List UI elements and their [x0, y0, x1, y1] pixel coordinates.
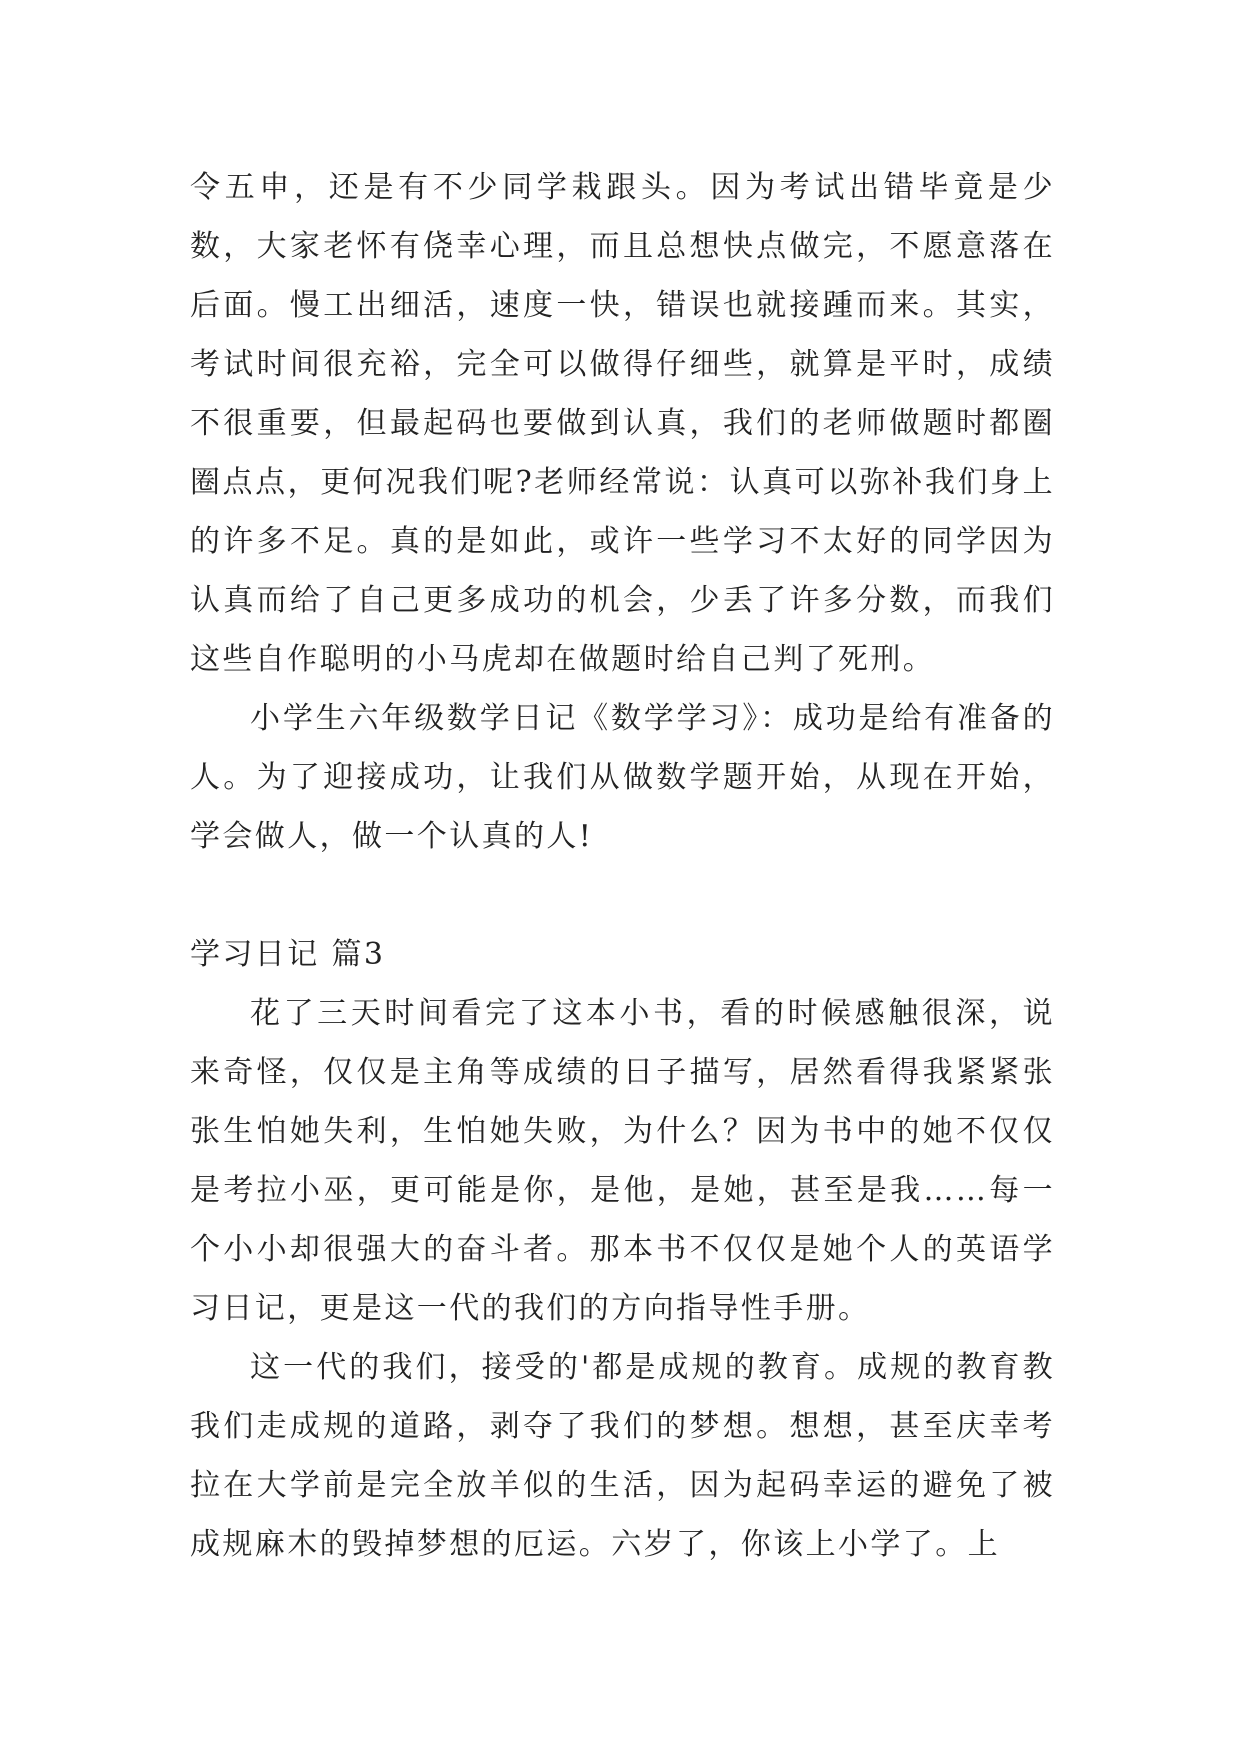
- section-title: 学习日记 篇3: [190, 937, 386, 972]
- document-page: [190, 158, 1055, 1574]
- paragraph-book-reflection: 花了三天时间看完了这本小书，看的时候感触很深，说来奇怪，仅仅是主角等成绩的日子描写，居然看得我紧紧张张生怕她失利，生怕她失败，为什么？因为书中的她不仅仅是考拉小巫，更可能是你，是他，是她，甚至是我……每一个小小却很强大的奋斗者。那本书不仅仅是她个人的英语学习日记，更是这一代的我们的方向指导性手册。: [190, 996, 1055, 1326]
- paragraph-summary: 小学生六年级数学日记《数学学习》：成功是给有准备的人。为了迎接成功，让我们从做数学题开始，从现在开始，学会做人，做一个认真的人!: [190, 701, 1055, 854]
- paragraph-continued: 令五申，还是有不少同学栽跟头。因为考试出错毕竟是少数，大家老怀有侥幸心理，而且总想快点做完，不愿意落在后面。慢工出细活，速度一快，错误也就接踵而来。其实，考试时间很充裕，完全可以做得仔细些，就算是平时，成绩不很重要，但最起码也要做到认真，我们的老师做题时都圈圈点点，更何况我们呢?老师经常说：认真可以弥补我们身上的许多不足。真的是如此，或许一些学习不太好的同学因为认真而给了自己更多成功的机会，少丢了许多分数，而我们这些自作聪明的小马虎却在做题时给自己判了死刑。: [190, 170, 1055, 677]
- paragraph-education: 这一代的我们，接受的'都是成规的教育。成规的教育教我们走成规的道路，剥夺了我们的梦想。想想，甚至庆幸考拉在大学前是完全放羊似的生活，因为起码幸运的避免了被成规麻木的毁掉梦想的厄运。六岁了，你该上小学了。上: [190, 1350, 1055, 1562]
